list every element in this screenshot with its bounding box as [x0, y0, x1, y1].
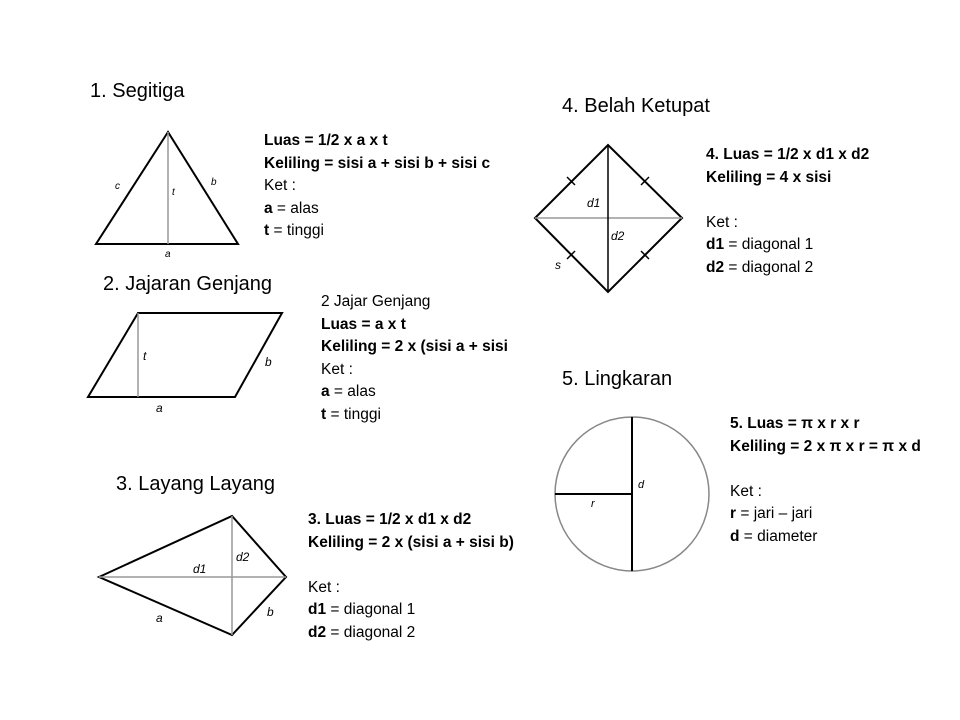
- triangle-diagram: [90, 125, 250, 265]
- description: = diagonal 1: [326, 601, 416, 618]
- segitiga-keliling: Keliling = sisi a + sisi b + sisi c: [264, 154, 491, 172]
- lingkaran-ket-r: [730, 503, 921, 526]
- description: = jari – jari: [736, 505, 813, 522]
- description: = tinggi: [269, 222, 324, 239]
- segitiga-ket-t: [264, 220, 490, 243]
- jajaran-genjang-ket-a: [321, 381, 508, 404]
- rhombus-label-d1: d1: [587, 196, 601, 210]
- layang-layang-keliling: Keliling = 2 x (sisi a + sisi b): [308, 533, 514, 551]
- jajaran-genjang-subtitle: 2 Jajar Genjang: [321, 293, 431, 310]
- layang-layang-ket-d1: [308, 599, 514, 622]
- kite-label-a: a: [156, 611, 163, 625]
- segitiga-info: [264, 130, 490, 243]
- description: = diameter: [739, 527, 818, 545]
- belah-ketupat-ket-d1: [706, 234, 869, 257]
- belah-ketupat-keliling: Keliling = 4 x sisi: [706, 168, 832, 186]
- jajaran-genjang-ket-t: [321, 404, 508, 427]
- layang-layang-ket: Ket :: [308, 578, 340, 596]
- triangle-label-c: c: [115, 181, 120, 192]
- rhombus-diagram: [525, 135, 695, 305]
- belah-ketupat-ket: Ket :: [706, 213, 738, 231]
- belah-ketupat-ket-d2: [706, 257, 869, 280]
- triangle-label-t: t: [172, 187, 175, 198]
- description: = diagonal 1: [724, 236, 814, 253]
- lingkaran-info: [730, 413, 921, 548]
- jajaran-genjang-luas: Luas = a x t: [321, 315, 406, 333]
- symbol: d1: [706, 236, 725, 253]
- symbol: d: [730, 527, 740, 545]
- kite-label-b: b: [267, 605, 274, 619]
- segitiga-luas: Luas = 1/2 x a x t: [264, 132, 388, 149]
- lingkaran-ket: Ket :: [730, 482, 762, 500]
- symbol: t: [264, 222, 270, 239]
- description: = diagonal 2: [326, 623, 416, 641]
- spacer: [706, 189, 869, 212]
- symbol: a: [264, 199, 273, 217]
- symbol: d2: [308, 623, 327, 641]
- layang-layang-ket-d2: [308, 622, 514, 645]
- belah-ketupat-luas: 4. Luas = 1/2 x d1 x d2: [706, 146, 870, 163]
- segitiga-ket: Ket :: [264, 177, 296, 194]
- parallelogram-label-b: b: [265, 355, 272, 369]
- jajaran-genjang-title: 2. Jajaran Genjang: [103, 273, 273, 295]
- description: = tinggi: [326, 405, 381, 423]
- description: = diagonal 2: [724, 258, 814, 276]
- belah-ketupat-title: 4. Belah Ketupat: [562, 95, 710, 117]
- lingkaran-keliling: Keliling = 2 x π x r = π x d: [730, 437, 921, 455]
- parallelogram-diagram: [80, 305, 300, 420]
- kite-label-d2: d2: [236, 550, 250, 564]
- spacer: [730, 458, 921, 481]
- rhombus-label-s: s: [555, 258, 561, 272]
- parallelogram-label-t: t: [143, 349, 147, 363]
- belah-ketupat-info: [706, 144, 869, 279]
- lingkaran-ket-d: [730, 526, 921, 549]
- jajaran-genjang-info: [321, 291, 508, 426]
- parallelogram-label-a: a: [156, 401, 163, 415]
- description: = alas: [329, 383, 376, 400]
- jajaran-genjang-ket: Ket :: [321, 360, 353, 378]
- circle-diagram: [550, 412, 715, 577]
- circle-label-d: d: [638, 479, 645, 491]
- spacer: [308, 554, 514, 577]
- triangle-label-b: b: [211, 177, 217, 188]
- kite-diagram: [90, 508, 300, 648]
- layang-layang-title: 3. Layang Layang: [116, 473, 276, 495]
- lingkaran-title: 5. Lingkaran: [562, 368, 673, 390]
- symbol: d1: [308, 601, 327, 618]
- rhombus-label-d2: d2: [611, 229, 625, 243]
- symbol: t: [321, 405, 327, 423]
- parallelogram-outline: [88, 313, 282, 397]
- symbol: d2: [706, 258, 725, 276]
- segitiga-ket-a: [264, 198, 490, 221]
- layang-layang-luas: 3. Luas = 1/2 x d1 x d2: [308, 511, 472, 528]
- triangle-label-a: a: [165, 249, 171, 260]
- layang-layang-info: [308, 509, 514, 644]
- kite-label-d1: d1: [193, 562, 207, 576]
- description: = alas: [272, 199, 319, 217]
- symbol: r: [730, 505, 737, 522]
- circle-label-r: r: [591, 498, 595, 510]
- symbol: a: [321, 383, 330, 400]
- jajaran-genjang-keliling: Keliling = 2 x (sisi a + sisi: [321, 338, 508, 355]
- segitiga-title: 1. Segitiga: [90, 80, 185, 102]
- lingkaran-luas: 5. Luas = π x r x r: [730, 415, 860, 432]
